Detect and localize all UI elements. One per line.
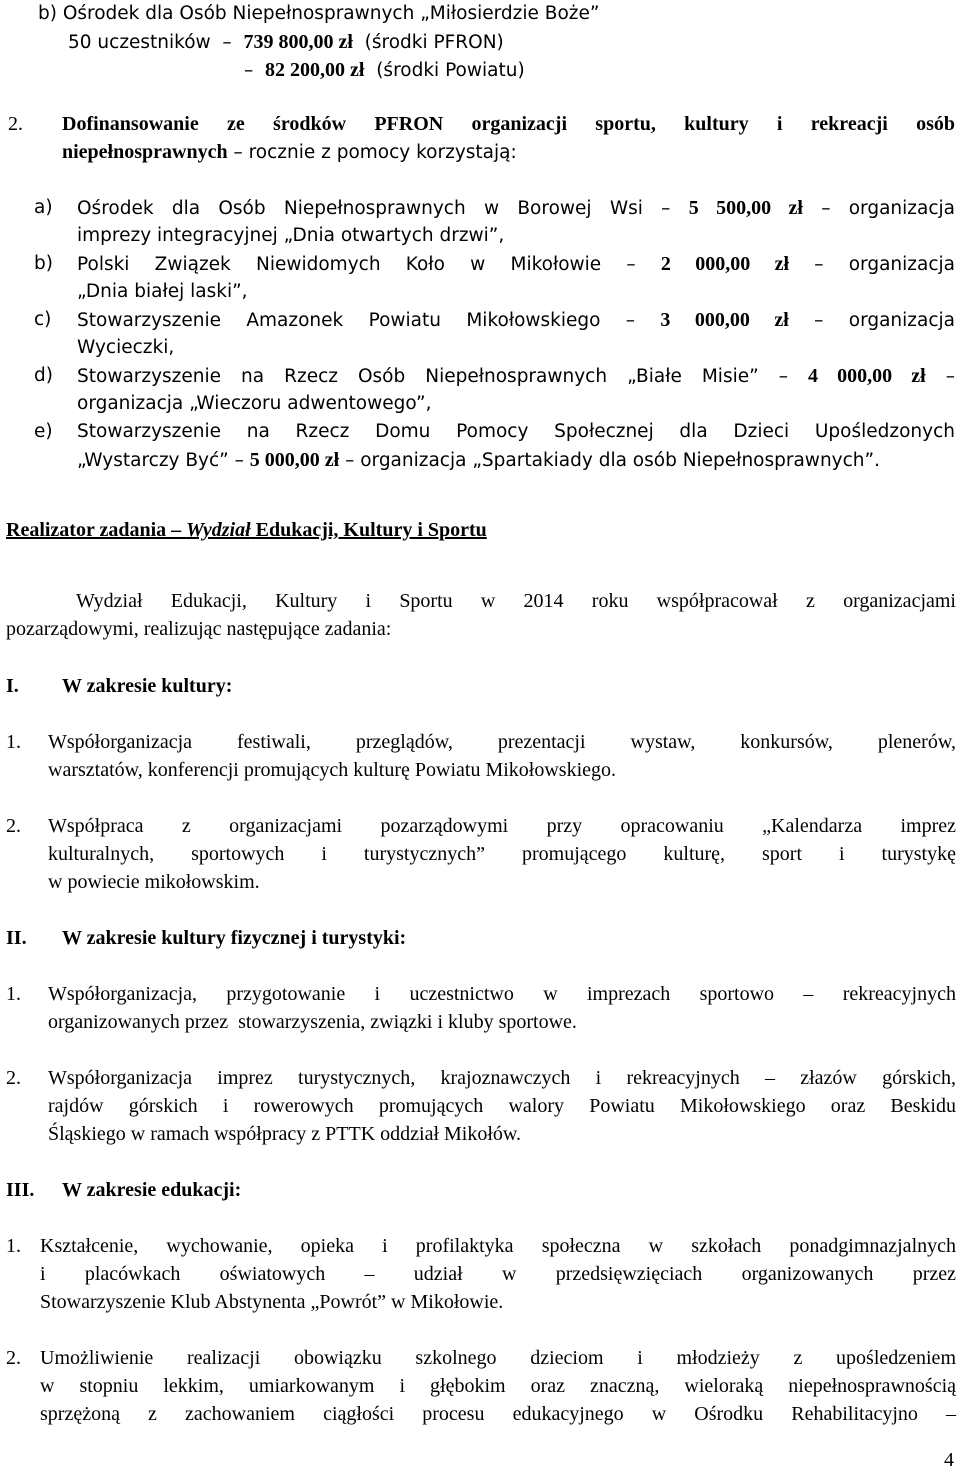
sec1-item1-line2: warsztatów, konferencji promujących kulturę Powiatu Mikołowskiego. <box>48 759 617 781</box>
item2-b-line2: „Dnia białej laski”, <box>77 281 248 302</box>
block-b-line2-note: (środki PFRON) <box>352 32 504 53</box>
item2-d-line1 <box>77 364 955 389</box>
item2-b-line1 <box>77 252 955 277</box>
sec2-number: II. <box>6 927 27 949</box>
block-b-line3 <box>244 58 525 83</box>
item2-b-line1-end: – organizacja <box>789 254 955 275</box>
item2-c-line1-end: – organizacja <box>788 310 955 331</box>
item2-title-rest: – rocznie z pomocy korzystają: <box>227 142 517 163</box>
item2-a-line1-end: – organizacja <box>802 198 955 219</box>
realizator-dept-rest: Edukacji, Kultury i Sportu <box>250 519 487 541</box>
item2-d-line1-text: Stowarzyszenie na Rzecz Osób Niepełnosprawnych „Białe Misie” – <box>77 366 808 387</box>
realizator-label: Realizator zadania – <box>6 519 187 541</box>
intro-line1: Wydział Edukacji, Kultury i Sportu w 2014 roku współpracował z organizacjami <box>76 590 956 612</box>
sec3-item1-line3: Stowarzyszenie Klub Abstynenta „Powrót” w Mikołowie. <box>40 1291 504 1313</box>
block-b-line3-dash: – <box>244 60 266 81</box>
sec3-item1-line1: Kształcenie, wychowanie, opieka i profilaktyka społeczna w szkołach ponadgimnazjalnych <box>40 1235 956 1257</box>
item2-title-bold2: niepełnosprawnych <box>62 141 228 163</box>
sec2-item1-number: 1. <box>6 983 21 1005</box>
block-b-line2-amount: 739 800,00 zł <box>243 31 353 53</box>
sec1-item1-number: 1. <box>6 731 21 753</box>
item2-title-line2 <box>62 140 517 165</box>
sec3-item1-line2: i placówkach oświatowych – udział w przedsięwzięciach organizowanych przez <box>40 1263 956 1285</box>
block-b-line2-text: 50 uczestników – <box>68 32 244 53</box>
item2-a-line1 <box>77 196 955 221</box>
sec2-item1-line2: organizowanych przez stowarzyszenia, związki i kluby sportowe. <box>48 1011 577 1033</box>
item2-e-line2-text: „Wystarczy Być” – <box>77 450 250 471</box>
block-b-line2 <box>68 30 504 55</box>
realizator-dept-word: Wydział <box>186 519 251 541</box>
sec1-item2-number: 2. <box>6 815 21 837</box>
intro-line2: pozarządowymi, realizując następujące zadania: <box>6 618 392 640</box>
sec1-item2-line3: w powiecie mikołowskim. <box>48 871 260 893</box>
sec2-item2-line3: Śląskiego w ramach współpracy z PTTK oddział Mikołów. <box>48 1123 522 1145</box>
sec3-title: W zakresie edukacji: <box>62 1179 242 1201</box>
sec2-title: W zakresie kultury fizycznej i turystyki: <box>62 927 407 949</box>
item2-e-line1: Stowarzyszenie na Rzecz Domu Pomocy Społecznej dla Dzieci Upośledzonych <box>77 421 955 442</box>
item2-c-line2: Wycieczki, <box>77 337 175 358</box>
item2-e-amount: 5 000,00 zł <box>249 449 340 471</box>
item2-b-line1-text: Polski Związek Niewidomych Koło w Mikołowie – <box>77 254 661 275</box>
sec3-item2-line2: w stopniu lekkim, umiarkowanym i głębokim oraz znaczną, wieloraką niepełnosprawnością <box>40 1375 956 1397</box>
item2-b-amount: 2 000,00 zł <box>660 253 790 275</box>
item2-c-label: c) <box>34 309 52 330</box>
item2-number: 2. <box>8 113 23 135</box>
sec1-item2-line2: kulturalnych, sportowych i turystycznych” promującego kulturę, sport i turystykę <box>48 843 956 865</box>
item2-title-line1: Dofinansowanie ze środków PFRON organizacji sportu, kultury i rekreacji osób <box>62 113 955 135</box>
item2-e-label: e) <box>34 421 53 442</box>
sec1-title: W zakresie kultury: <box>62 675 233 697</box>
block-b-line3-note: (środki Powiatu) <box>364 60 525 81</box>
item2-c-line1-text: Stowarzyszenie Amazonek Powiatu Mikołowskiego – <box>77 310 661 331</box>
sec3-number: III. <box>6 1179 35 1201</box>
sec3-item2-line1: Umożliwienie realizacji obowiązku szkolnego dzieciom i młodzieży z upośledzeniem <box>40 1347 956 1369</box>
item2-d-line1-end: – <box>925 366 955 387</box>
sec2-item2-number: 2. <box>6 1067 21 1089</box>
sec1-item1-line1: Współorganizacja festiwali, przeglądów, prezentacji wystaw, konkursów, plenerów, <box>48 731 956 753</box>
block-b-line1: b) Ośrodek dla Osób Niepełnosprawnych „Miłosierdzie Boże” <box>38 3 600 24</box>
item2-d-label: d) <box>34 365 53 386</box>
sec2-item2-line2: rajdów górskich i rowerowych promujących walory Powiatu Mikołowskiego oraz Beskidu <box>48 1095 956 1117</box>
item2-e-line2 <box>77 448 880 473</box>
realizator-heading <box>6 518 487 542</box>
page-number: 4 <box>944 1449 954 1471</box>
sec2-item2-line1: Współorganizacja imprez turystycznych, krajoznawczych i rekreacyjnych – złazów górskich, <box>48 1067 956 1089</box>
item2-a-line2: imprezy integracyjnej „Dnia otwartych drzwi”, <box>77 225 505 246</box>
item2-a-line1-text: Ośrodek dla Osób Niepełnosprawnych w Borowej Wsi – <box>77 198 689 219</box>
block-b-line3-amount: 82 200,00 zł <box>265 59 365 81</box>
item2-b-label: b) <box>34 253 53 274</box>
item2-a-amount: 5 500,00 zł <box>688 197 803 219</box>
sec3-item2-line3: sprzężoną z zachowaniem ciągłości procesu edukacyjnego w Ośrodku Rehabilitacyjno – <box>40 1403 956 1425</box>
sec3-item1-number: 1. <box>6 1235 21 1257</box>
sec3-item2-number: 2. <box>6 1347 21 1369</box>
item2-a-label: a) <box>34 197 53 218</box>
item2-c-line1 <box>77 308 955 333</box>
sec2-item1-line1: Współorganizacja, przygotowanie i uczestnictwo w imprezach sportowo – rekreacyjnych <box>48 983 956 1005</box>
item2-d-line2: organizacja „Wieczoru adwentowego”, <box>77 393 432 414</box>
sec1-item2-line1: Współpraca z organizacjami pozarządowymi przy opracowaniu „Kalendarza imprez <box>48 815 956 837</box>
item2-d-amount: 4 000,00 zł <box>808 365 926 387</box>
item2-e-line2-end: – organizacja „Spartakiady dla osób Niepełnosprawnych”. <box>339 450 880 471</box>
item2-c-amount: 3 000,00 zł <box>660 309 789 331</box>
sec1-number: I. <box>6 675 19 697</box>
